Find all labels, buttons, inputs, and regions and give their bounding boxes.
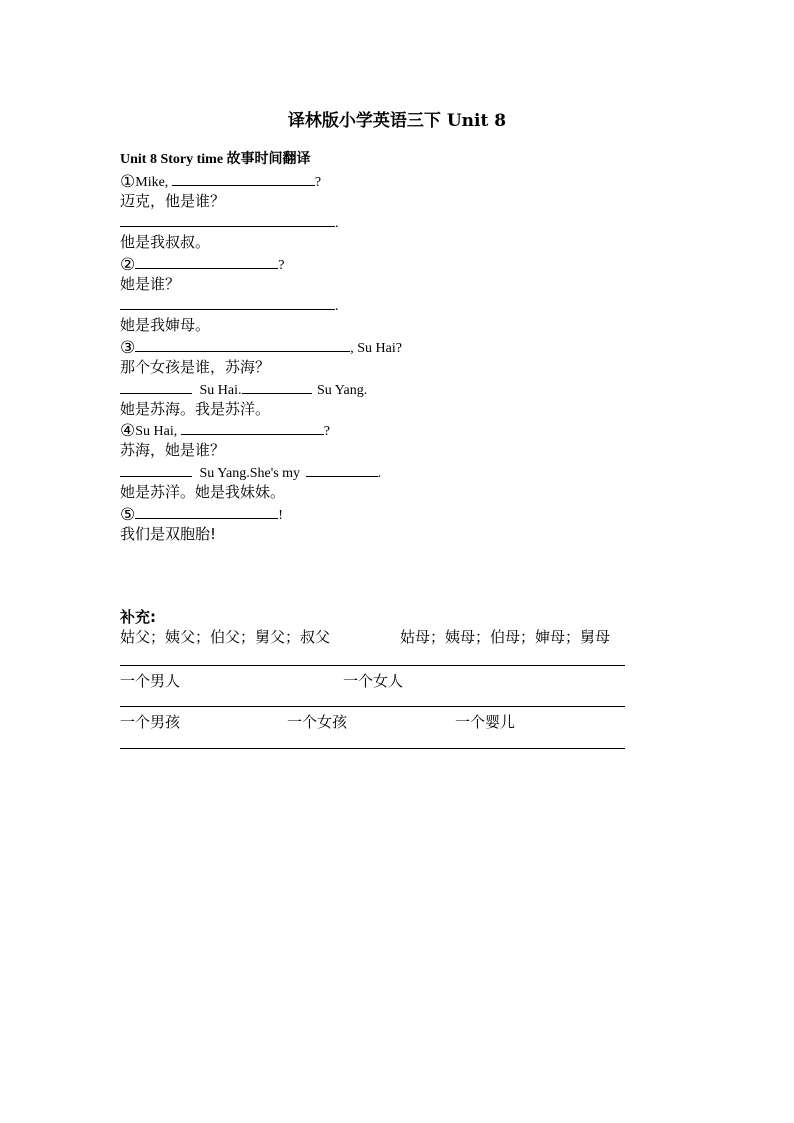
question-4-chinese: 苏海，她是谁？ xyxy=(120,441,226,459)
supplement-heading: 补充: xyxy=(120,608,156,626)
question-4-english xyxy=(120,420,330,442)
supplement-row-1-right: 姑母；姨母；伯母；婶母；舅母 xyxy=(400,628,611,646)
question-2-english xyxy=(120,254,284,276)
question-5-chinese: 我们是双胞胎! xyxy=(120,525,217,543)
answer-3-english xyxy=(120,379,367,401)
answer-1-chinese: 他是我叔叔。 xyxy=(120,233,211,251)
supplement-row-3-b: 一个女孩 xyxy=(287,713,348,731)
answer-1-english xyxy=(120,212,339,234)
q4-suffix: ? xyxy=(323,424,330,439)
question-1-english xyxy=(120,171,321,193)
supplement-row-1-left: 姑父；姨父；伯父；舅父；叔父 xyxy=(120,628,331,646)
question-1-chinese: 迈克，他是谁？ xyxy=(120,192,226,210)
q5-suffix: ! xyxy=(278,508,283,523)
circled-number-3: ③ xyxy=(120,338,136,357)
answer-blank-2b[interactable] xyxy=(120,295,335,310)
supplement-row-2-b: 一个女人 xyxy=(343,672,404,690)
circled-number-5: ⑤ xyxy=(120,505,136,524)
question-3-chinese: 那个女孩是谁，苏海？ xyxy=(120,358,271,376)
supplement-row-3-a: 一个男孩 xyxy=(120,713,181,731)
answer-blank-4[interactable] xyxy=(181,420,324,435)
answer-blank-3b[interactable] xyxy=(242,379,312,394)
question-2-chinese: 她是谁？ xyxy=(120,275,181,293)
q4-mid1: Su Yang.She's my xyxy=(199,466,301,481)
answer-blank-5[interactable] xyxy=(135,504,278,519)
answer-rule-3[interactable] xyxy=(120,748,625,749)
q1-end-punct: . xyxy=(335,216,339,231)
answer-blank-1b[interactable] xyxy=(120,212,335,227)
answer-blank-2[interactable] xyxy=(135,254,278,269)
section-subtitle: Unit 8 Story time 故事时间翻译 xyxy=(120,152,311,167)
answer-rule-1[interactable] xyxy=(120,665,625,666)
supplement-row-3-c: 一个婴儿 xyxy=(455,713,516,731)
q4-prefix: Su Hai, xyxy=(135,424,178,439)
supplement-row-2-a: 一个男人 xyxy=(120,672,181,690)
answer-4-english xyxy=(120,462,381,484)
q1-suffix: ? xyxy=(314,175,322,190)
answer-2-english xyxy=(120,295,339,317)
answer-4-chinese: 她是苏洋。她是我妹妹。 xyxy=(120,483,286,501)
question-5-english xyxy=(120,504,283,526)
answer-blank-1[interactable] xyxy=(172,171,315,186)
q2-suffix: ? xyxy=(278,258,285,273)
circled-number-4: ④ xyxy=(120,421,136,440)
q2-end-punct: . xyxy=(335,299,339,314)
q3-mid2: Su Yang. xyxy=(317,383,368,398)
page-title: 译林版小学英语三下 Unit 8 xyxy=(287,111,507,131)
answer-3-chinese: 她是苏海。我是苏洋。 xyxy=(120,400,271,418)
circled-number-1: ① xyxy=(120,172,136,191)
circled-number-2: ② xyxy=(120,255,136,274)
q3-mid1: Su Hai. xyxy=(199,383,242,398)
q3-suffix: , Su Hai? xyxy=(350,341,402,356)
answer-blank-4b[interactable] xyxy=(306,462,378,477)
answer-blank-3a[interactable] xyxy=(120,379,192,394)
q1-prefix: Mike, xyxy=(135,175,169,190)
question-3-english xyxy=(120,337,402,359)
answer-2-chinese: 她是我婶母。 xyxy=(120,316,211,334)
answer-blank-4a[interactable] xyxy=(120,462,192,477)
q4-end-punct: . xyxy=(377,466,382,481)
answer-blank-3[interactable] xyxy=(135,337,350,352)
answer-rule-2[interactable] xyxy=(120,706,625,707)
